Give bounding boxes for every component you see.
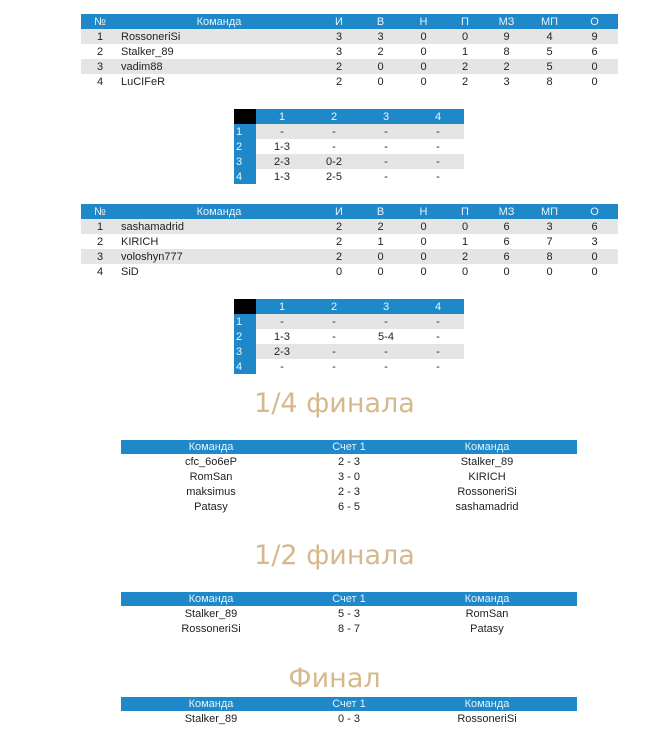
- cell: 0: [571, 59, 618, 74]
- cell: 0: [591, 265, 598, 278]
- match-score: 2 - 3: [337, 455, 360, 468]
- col-team-home: Команда: [121, 592, 301, 606]
- cell: 0: [591, 75, 598, 88]
- matrix-cell: -: [280, 360, 284, 373]
- cell: 4: [528, 29, 571, 44]
- matrix-cell: -: [360, 314, 412, 329]
- cell: 6: [503, 235, 510, 248]
- match-score: 0 - 3: [337, 712, 360, 725]
- cell: 0: [445, 29, 485, 44]
- matrix-cell: -: [412, 154, 464, 169]
- matrix-header-row: [234, 299, 464, 314]
- team-home: Stalker_89: [184, 712, 238, 725]
- team-name: LuCIFeR: [121, 75, 166, 88]
- cell: 3: [591, 235, 598, 248]
- cell: 2: [485, 59, 528, 74]
- cell: 0: [402, 29, 445, 44]
- col-goals-for: МЗ: [485, 204, 528, 219]
- col-team: Команда: [119, 204, 319, 219]
- matrix-cell: -: [384, 360, 388, 373]
- cell: 0: [402, 59, 445, 74]
- col-draws: Н: [402, 204, 445, 219]
- matrix-cell: -: [360, 344, 412, 359]
- matrix-cell: 1-3: [274, 170, 290, 183]
- cell: 6: [571, 219, 618, 234]
- team-away: RossoneriSi: [457, 712, 517, 725]
- col-team-home: Команда: [121, 697, 301, 711]
- matrix-col-header: 3: [360, 109, 412, 124]
- matrix-row: [234, 359, 464, 374]
- team-name: RossoneriSi: [119, 29, 319, 44]
- matrix-row-header: 3: [234, 154, 256, 169]
- semifinal-table: [121, 592, 577, 636]
- matrix-col-header: 3: [360, 299, 412, 314]
- cell: 2: [319, 219, 359, 234]
- col-losses: П: [445, 204, 485, 219]
- col-score: Счет 1: [301, 592, 397, 606]
- cell: 3: [503, 75, 510, 88]
- team-home: maksimus: [186, 485, 236, 498]
- team-name: voloshyn777: [119, 249, 319, 264]
- matrix-row: [234, 124, 464, 139]
- cell: 3: [528, 219, 571, 234]
- matrix-row: [234, 344, 464, 359]
- matrix-cell: 1-3: [274, 140, 290, 153]
- cell: 0: [445, 219, 485, 234]
- cell: 6: [591, 45, 598, 58]
- matrix-row-header: 1: [234, 314, 256, 329]
- team-away: KIRICH: [468, 470, 506, 483]
- cell: 1: [81, 219, 119, 234]
- cell: 1: [461, 235, 469, 248]
- group2-standings-table: [81, 204, 618, 279]
- match-row: [121, 711, 577, 726]
- cell: 1: [461, 45, 469, 58]
- cell: 2: [445, 249, 485, 264]
- match-score: 3 - 0: [337, 470, 360, 483]
- team-away: RomSan: [465, 607, 509, 620]
- col-points: О: [571, 14, 618, 29]
- matrix-col-header: 4: [412, 299, 464, 314]
- cell: 3: [81, 59, 119, 74]
- cell: 2: [445, 59, 485, 74]
- table-row: [81, 219, 618, 234]
- matrix-cell: -: [332, 330, 336, 343]
- table-row: [81, 44, 618, 59]
- col-number: №: [81, 14, 119, 29]
- matrix-cell: -: [256, 314, 308, 329]
- cell: 0: [461, 265, 469, 278]
- col-team-home: Команда: [121, 440, 301, 454]
- cell: 0: [335, 265, 343, 278]
- matrix-row: [234, 154, 464, 169]
- cell: 2: [359, 219, 402, 234]
- matrix-cell: 2-3: [256, 154, 308, 169]
- cell: 3: [335, 45, 343, 58]
- cell: 5: [528, 59, 571, 74]
- match-row: [121, 484, 577, 499]
- matrix-cell: -: [332, 360, 336, 373]
- cell: 0: [377, 75, 384, 88]
- matrix-row-header: 1: [234, 124, 256, 139]
- table-row: [81, 29, 618, 44]
- table-row: [81, 249, 618, 264]
- match-row: [121, 469, 577, 484]
- col-team-away: Команда: [397, 697, 577, 711]
- cell: 4: [96, 265, 104, 278]
- matrix-cell: -: [384, 140, 388, 153]
- match-row: [121, 499, 577, 514]
- match-row: [121, 606, 577, 621]
- matrix-col-header: 1: [256, 299, 308, 314]
- cell: 2: [461, 75, 469, 88]
- cell: 8: [546, 75, 553, 88]
- table-row: [81, 74, 618, 89]
- match-score: 8 - 7: [337, 622, 360, 635]
- cell: 2: [96, 235, 104, 248]
- cell: 4: [96, 75, 104, 88]
- team-name: SiD: [121, 265, 139, 278]
- cell: 0: [503, 265, 510, 278]
- cell: 7: [546, 235, 553, 248]
- col-team: Команда: [119, 14, 319, 29]
- matrix-cell: -: [436, 170, 440, 183]
- matrix-cell: -: [436, 330, 440, 343]
- col-score: Счет 1: [301, 697, 397, 711]
- standings-header-row: [81, 14, 618, 29]
- col-goals-against: МП: [528, 14, 571, 29]
- team-home: cfc_6o6eP: [185, 455, 237, 468]
- cell: 6: [485, 249, 528, 264]
- table-row: [81, 59, 618, 74]
- cell: 0: [420, 45, 427, 58]
- cell: 1: [81, 29, 119, 44]
- col-goals-for: МЗ: [485, 14, 528, 29]
- col-played: И: [319, 204, 359, 219]
- matrix-row-header: 4: [234, 169, 256, 184]
- col-played: И: [319, 14, 359, 29]
- cell: 9: [485, 29, 528, 44]
- matrix-row: [234, 329, 464, 344]
- standings-header-row: [81, 204, 618, 219]
- cell: 6: [485, 219, 528, 234]
- col-goals-against: МП: [528, 204, 571, 219]
- team-home: RomSan: [189, 470, 233, 483]
- matrix-row: [234, 139, 464, 154]
- semifinal-title: 1/2 финала: [254, 540, 415, 571]
- match-score: 6 - 5: [337, 500, 360, 513]
- match-score: 2 - 3: [337, 485, 360, 498]
- matrix-cell: 0-2: [308, 154, 360, 169]
- cell: 2: [319, 59, 359, 74]
- final-table: [121, 697, 577, 726]
- matrix-cell: -: [360, 124, 412, 139]
- cell: 2: [96, 45, 104, 58]
- matrix-col-header: 2: [308, 109, 360, 124]
- matrix-cell: 2-3: [256, 344, 308, 359]
- ko-header-row: [121, 697, 577, 711]
- team-away: sashamadrid: [455, 500, 519, 513]
- cell: 0: [420, 265, 427, 278]
- group2-results-matrix: [234, 299, 464, 374]
- matrix-col-header: 2: [308, 299, 360, 314]
- matrix-cell: -: [412, 124, 464, 139]
- cell: 8: [528, 249, 571, 264]
- matrix-cell: -: [256, 124, 308, 139]
- matrix-cell: -: [436, 140, 440, 153]
- team-name: sashamadrid: [119, 219, 319, 234]
- cell: 0: [402, 249, 445, 264]
- cell: 0: [377, 265, 384, 278]
- ko-header-row: [121, 592, 577, 606]
- matrix-cell: -: [308, 314, 360, 329]
- matrix-row: [234, 314, 464, 329]
- matrix-col-header: 1: [256, 109, 308, 124]
- cell: 3: [319, 29, 359, 44]
- matrix-cell: 5-4: [378, 330, 394, 343]
- matrix-corner: [234, 299, 256, 314]
- match-row: [121, 454, 577, 469]
- cell: 0: [359, 249, 402, 264]
- team-name: Stalker_89: [121, 45, 174, 58]
- matrix-row-header: 2: [234, 139, 256, 154]
- cell: 2: [377, 45, 384, 58]
- group1-results-matrix: [234, 109, 464, 184]
- team-away: Stalker_89: [460, 455, 514, 468]
- quarterfinal-table: [121, 440, 577, 514]
- cell: 2: [319, 249, 359, 264]
- cell: 2: [335, 75, 343, 88]
- matrix-row: [234, 169, 464, 184]
- matrix-cell: -: [308, 344, 360, 359]
- group1-standings-table: [81, 14, 618, 89]
- matrix-row-header: 2: [234, 329, 256, 344]
- matrix-row-header: 3: [234, 344, 256, 359]
- cell: 5: [546, 45, 553, 58]
- cell: 0: [571, 249, 618, 264]
- cell: 0: [420, 235, 427, 248]
- matrix-cell: 1-3: [274, 330, 290, 343]
- matrix-corner: [234, 109, 256, 124]
- cell: 0: [359, 59, 402, 74]
- col-team-away: Команда: [397, 440, 577, 454]
- matrix-col-header: 4: [412, 109, 464, 124]
- final-title: Финал: [288, 663, 381, 694]
- team-name: vadim88: [119, 59, 319, 74]
- team-name: KIRICH: [121, 235, 159, 248]
- team-home: Stalker_89: [184, 607, 238, 620]
- cell: 2: [335, 235, 343, 248]
- team-away: RossoneriSi: [457, 485, 517, 498]
- cell: 9: [571, 29, 618, 44]
- col-draws: Н: [402, 14, 445, 29]
- matrix-row-header: 4: [234, 359, 256, 374]
- col-score: Счет 1: [301, 440, 397, 454]
- cell: 1: [377, 235, 384, 248]
- quarterfinal-title: 1/4 финала: [254, 388, 415, 419]
- cell: 0: [546, 265, 553, 278]
- table-row: [81, 264, 618, 279]
- cell: 0: [420, 75, 427, 88]
- matrix-cell: -: [360, 154, 412, 169]
- matrix-cell: -: [412, 314, 464, 329]
- matrix-cell: 2-5: [326, 170, 342, 183]
- col-points: О: [571, 204, 618, 219]
- cell: 8: [503, 45, 510, 58]
- team-home: RossoneriSi: [181, 622, 241, 635]
- col-wins: В: [359, 14, 402, 29]
- matrix-cell: -: [308, 124, 360, 139]
- matrix-header-row: [234, 109, 464, 124]
- col-team-away: Команда: [397, 592, 577, 606]
- col-wins: В: [359, 204, 402, 219]
- match-row: [121, 621, 577, 636]
- team-home: Patasy: [194, 500, 228, 513]
- table-row: [81, 234, 618, 249]
- matrix-cell: -: [436, 360, 440, 373]
- col-losses: П: [445, 14, 485, 29]
- matrix-cell: -: [332, 140, 336, 153]
- cell: 3: [81, 249, 119, 264]
- ko-header-row: [121, 440, 577, 454]
- cell: 0: [402, 219, 445, 234]
- match-score: 5 - 3: [337, 607, 360, 620]
- cell: 3: [359, 29, 402, 44]
- col-number: №: [81, 204, 119, 219]
- matrix-cell: -: [384, 170, 388, 183]
- matrix-cell: -: [412, 344, 464, 359]
- team-away: Patasy: [470, 622, 504, 635]
